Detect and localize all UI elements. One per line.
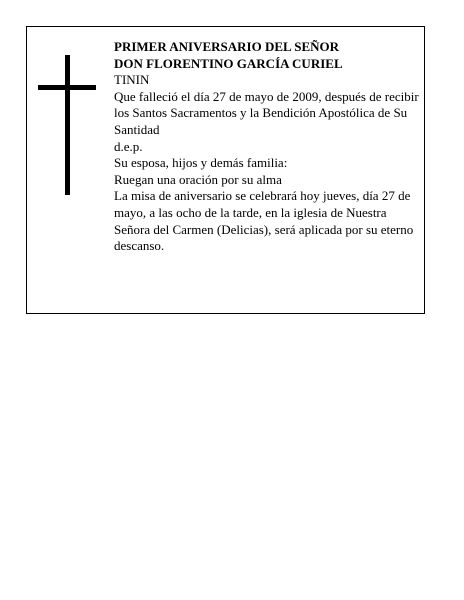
death-statement: Que falleció el día 27 de mayo de 2009, después de recibir los Santos Sacramentos y la Bendición Apostólica de Su Santidad [114, 88, 419, 137]
notice-heading-line2: DON FLORENTINO GARCÍA CURIEL [114, 55, 343, 71]
deceased-nickname: TININ [114, 72, 150, 88]
family-statement: Su esposa, hijos y demás familia: [114, 155, 288, 171]
prayer-request: Ruegan una oración por su alma [114, 171, 282, 187]
cross-vertical-bar [65, 55, 70, 195]
cross-horizontal-bar [38, 85, 96, 90]
rip-abbreviation: d.e.p. [114, 138, 143, 154]
notice-text [114, 39, 420, 255]
mass-announcement: La misa de aniversario se celebrará hoy jueves, día 27 de mayo, a las ocho de la tarde, en la iglesia de Nuestra Señora del Carmen (Delicias), será aplicada por su eterno descanso. [114, 188, 414, 254]
notice-heading-line1: PRIMER ANIVERSARIO DEL SEÑOR [114, 39, 340, 54]
obituary-notice [26, 26, 425, 314]
